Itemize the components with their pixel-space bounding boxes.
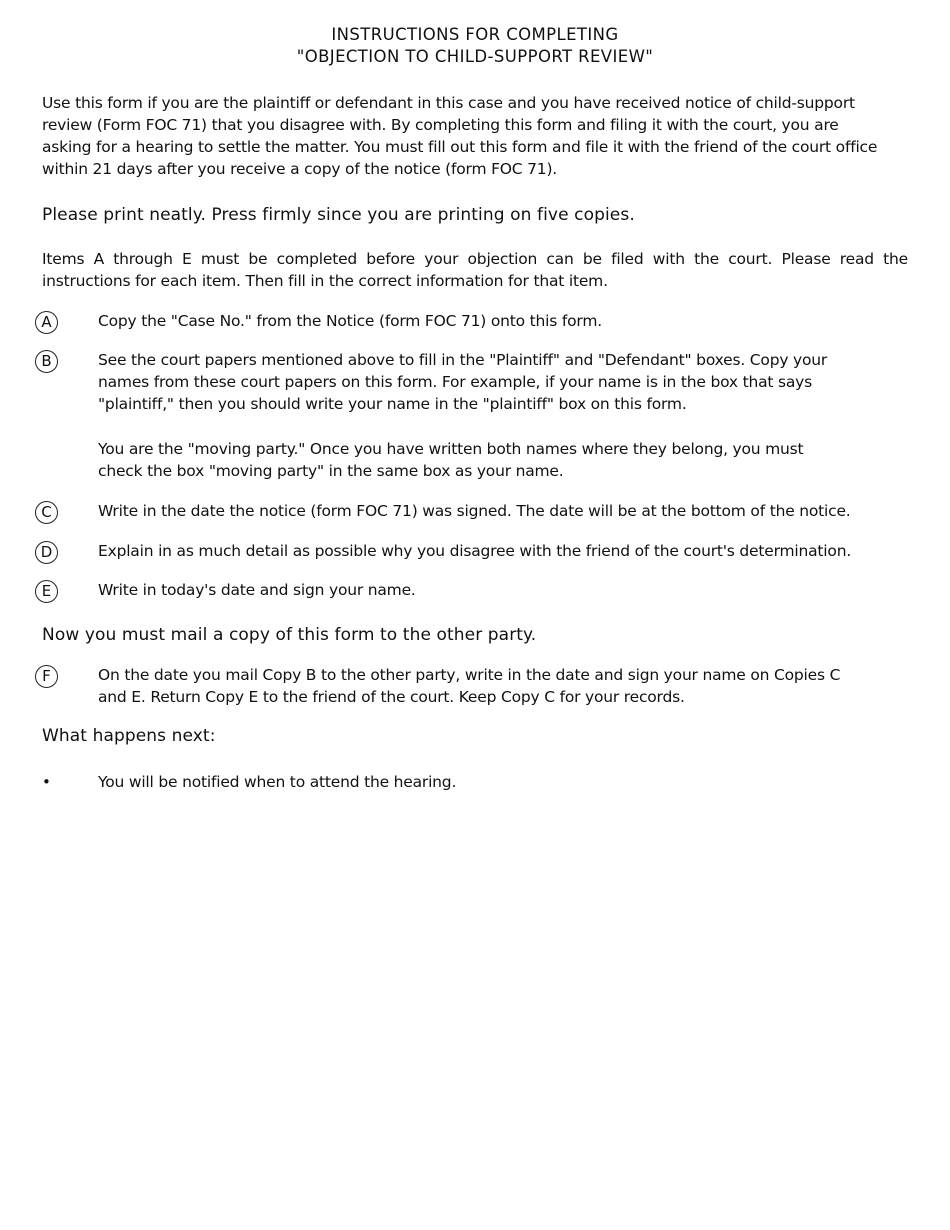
bullet-icon: •: [42, 773, 51, 791]
item-c-line: Write in the date the notice (form FOC 71) was signed. The date will be at the bottom of the notice.: [98, 502, 851, 520]
items-note-line-1: Items A through E must be completed before your objection can be filed with the court. Please read the: [42, 250, 908, 268]
intro-line: within 21 days after you receive a copy of the notice (form FOC 71).: [42, 160, 558, 178]
print-note: Please print neatly. Press firmly since you are printing on five copies.: [42, 205, 635, 225]
title-line-1: INSTRUCTIONS FOR COMPLETING: [331, 25, 619, 44]
item-marker-d: D: [35, 541, 58, 564]
item-d-line: Explain in as much detail as possible why you disagree with the friend of the court's determination.: [98, 542, 852, 560]
intro-line: review (Form FOC 71) that you disagree with. By completing this form and filing it with the court, you are: [42, 116, 839, 134]
item-marker-b: B: [35, 350, 58, 373]
next-item-line: You will be notified when to attend the hearing.: [98, 773, 457, 791]
items-note-line-2: instructions for each item. Then fill in the correct information for that item.: [42, 272, 608, 290]
item-b-line: You are the "moving party." Once you have written both names where they belong, you must: [98, 440, 804, 458]
item-a-line: Copy the "Case No." from the Notice (form FOC 71) onto this form.: [98, 312, 602, 330]
title-line-2: "OBJECTION TO CHILD-SUPPORT REVIEW": [296, 47, 654, 66]
item-b-line: "plaintiff," then you should write your name in the "plaintiff" box on this form.: [98, 395, 687, 413]
item-marker-f: F: [35, 665, 58, 688]
item-a-text: [98, 310, 908, 332]
item-f-line: On the date you mail Copy B to the other party, write in the date and sign your name on Copies C: [98, 666, 841, 684]
intro-line: Use this form if you are the plaintiff or defendant in this case and you have received notice of child-support: [42, 94, 855, 112]
next-item-text: [98, 771, 908, 793]
item-marker-a: A: [35, 311, 58, 334]
item-c-text: [98, 500, 908, 522]
intro-paragraph: [42, 92, 908, 180]
item-f-text: [98, 664, 908, 708]
intro-line: asking for a hearing to settle the matter. You must fill out this form and file it with the friend of the court office: [42, 138, 878, 156]
item-b-text: [98, 349, 908, 482]
item-marker-e: E: [35, 580, 58, 603]
item-e-line: Write in today's date and sign your name.: [98, 581, 416, 599]
item-b-line: names from these court papers on this form. For example, if your name is in the box that says: [98, 373, 813, 391]
item-marker-c: C: [35, 501, 58, 524]
item-f-line: and E. Return Copy E to the friend of the court. Keep Copy C for your records.: [98, 688, 685, 706]
item-d-text: [98, 540, 908, 562]
next-heading: What happens next:: [42, 726, 216, 746]
page-title: [0, 24, 950, 68]
item-b-line: See the court papers mentioned above to fill in the "Plaintiff" and "Defendant" boxes. Copy your: [98, 351, 828, 369]
mail-note: Now you must mail a copy of this form to the other party.: [42, 625, 537, 645]
items-note: [42, 248, 908, 292]
item-b-line: check the box "moving party" in the same box as your name.: [98, 462, 564, 480]
item-e-text: [98, 579, 908, 601]
